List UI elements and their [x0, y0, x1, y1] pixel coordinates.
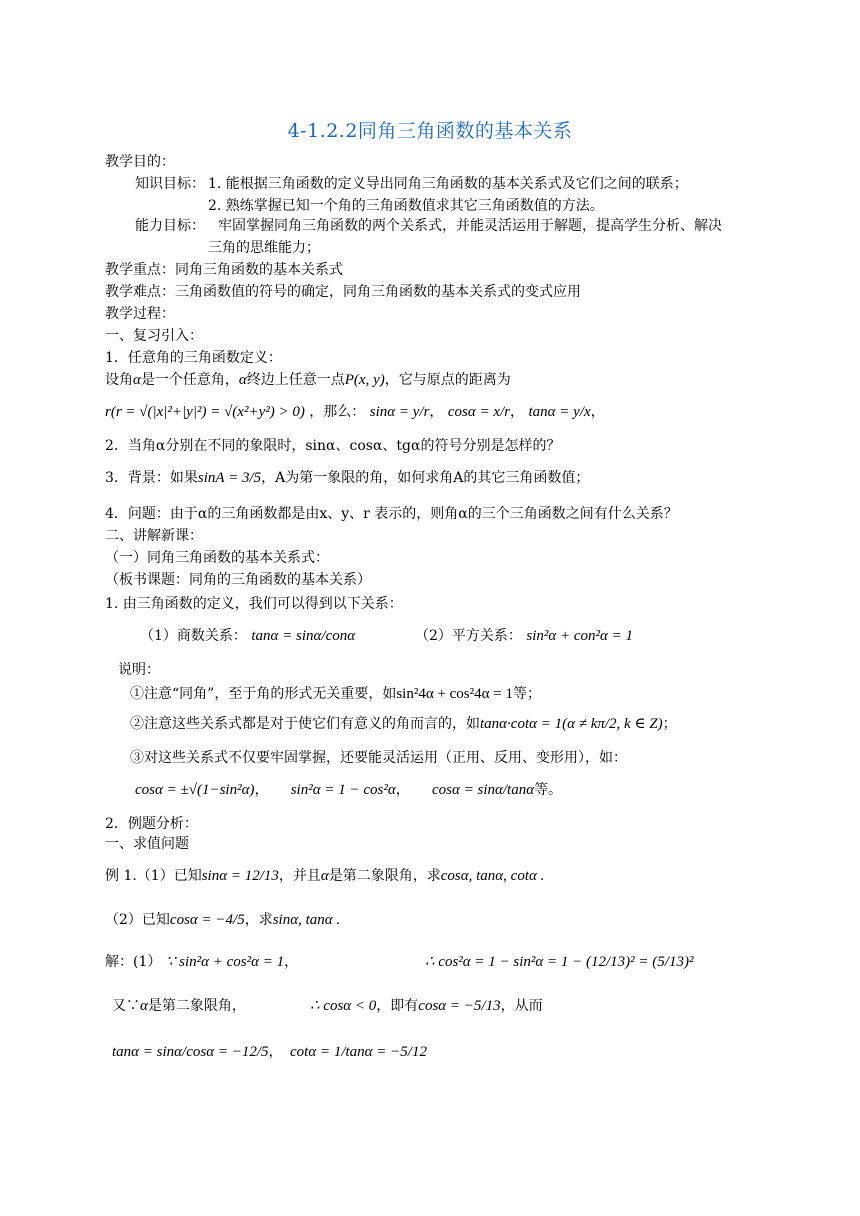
question-3: 3．背景：如果sinA = 3/5，A为第一象限的角，如何求角A的其它三角函数值； — [105, 470, 590, 486]
example-1: 例 1.（1）已知sinα = 12/13，并且α是第二象限角，求cosα, tanα, cotα . — [105, 868, 545, 884]
variant-formulas: cosα = ±√(1−sin²α)， sin²α = 1 − cos²α， cosα = sinα/tanα等。 — [135, 782, 563, 798]
difficulty: 教学难点：三角函数值的符号的确定，同角三角函数的基本关系式的变式应用 — [105, 284, 581, 300]
knowledge-goal-1: 1. 能根据三角函数的定义导出同角三角函数的基本关系式及它们之间的联系； — [208, 176, 688, 192]
section-new: 二、讲解新课： — [105, 528, 203, 544]
section-review: 一、复习引入： — [105, 328, 203, 344]
note-1: ①注意“同角”，至于角的形式无关重要，如sin²4α + cos²4α = 1等； — [130, 686, 541, 702]
goal-heading: 教学目的： — [105, 154, 175, 170]
example-2: （2）已知cosα = −4/5，求sinα, tanα . — [105, 912, 341, 928]
board-title: （板书课题：同角的三角函数的基本关系） — [105, 572, 371, 588]
page-title: 4-1.2.2同角三角函数的基本关系 — [287, 120, 573, 142]
question-1: 1．任意角的三角函数定义： — [105, 350, 282, 366]
note-3: ③对这些关系式不仅要牢固掌握，还要能灵活运用（正用、反用、变形用），如： — [130, 750, 627, 766]
knowledge-goal-2: 2. 熟练掌握已知一个角的三角函数值求其它三角函数值的方法。 — [208, 198, 604, 214]
point-2: 2．例题分析： — [105, 816, 198, 832]
process-heading: 教学过程： — [105, 306, 175, 322]
question-2: 2．当角α分别在不同的象限时，sinα、cosα、tgα的符号分别是怎样的？ — [105, 438, 561, 454]
solution-cot: cotα = 1/tanα = −5/12 — [290, 1044, 427, 1060]
key-point: 教学重点：同角三角函数的基本关系式 — [105, 262, 343, 278]
knowledge-goal-label: 知识目标： — [135, 176, 205, 192]
solution-tan: tanα = sinα/cosα = −12/5， — [112, 1044, 283, 1060]
definition-line: 设角α是一个任意角，α终边上任意一点P(x, y)，它与原点的距离为 — [105, 372, 511, 388]
tan-def: tanα = y/x — [528, 404, 591, 420]
question-4: 4．问题：由于α的三角函数都是由x、y、r 表示的，则角α的三个三角函数之间有什么关系？ — [105, 506, 678, 522]
note-heading: 说明： — [118, 662, 160, 678]
square-relation: （2）平方关系： sin²α + con²α = 1 — [415, 628, 634, 644]
solution-4: ∴ cosα < 0，即有cosα = −5/13，从而 — [310, 998, 543, 1014]
sin-def: sinα = y/r — [369, 404, 430, 420]
ability-goal-1: 牢固掌握同角三角函数的两个关系式，并能灵活运用于解题，提高学生分析、解决 — [218, 218, 722, 234]
solution-3: 又∵α是第二象限角， — [112, 998, 246, 1014]
ability-goal-2: 三角的思维能力； — [208, 240, 320, 256]
ability-goal-label: 能力目标： — [135, 218, 205, 234]
solution-2: ∴ cos²α = 1 − sin²α = 1 − (12/13)² = (5/13)² — [425, 954, 694, 970]
subsection-1: （一）同角三角函数的基本关系式： — [105, 550, 329, 566]
cos-def: cosα = x/r — [447, 404, 511, 420]
note-2: ②注意这些关系式都是对于使它们有意义的角而言的，如tanα·cotα = 1(α ≠ kπ/2, k ∈ Z)； — [130, 716, 677, 732]
quotient-relation: （1）商数关系： tanα = sinα/conα — [140, 628, 356, 644]
point-1: 1. 由三角函数的定义，我们可以得到以下关系： — [105, 596, 403, 612]
definition-formulas: r(r = √(|x|²+|y|²) = √(x²+y²) > 0) ，那么： sinα = y/r， cosα = x/r， tanα = y/x， — [105, 404, 605, 420]
radius-formula: r(r = √(|x|²+|y|²) = √(x²+y²) > 0) — [105, 404, 305, 420]
section-value: 一、求值问题 — [105, 836, 189, 852]
solution-1: 解：(1） ∵ sin²α + cos²α = 1， — [105, 954, 299, 970]
